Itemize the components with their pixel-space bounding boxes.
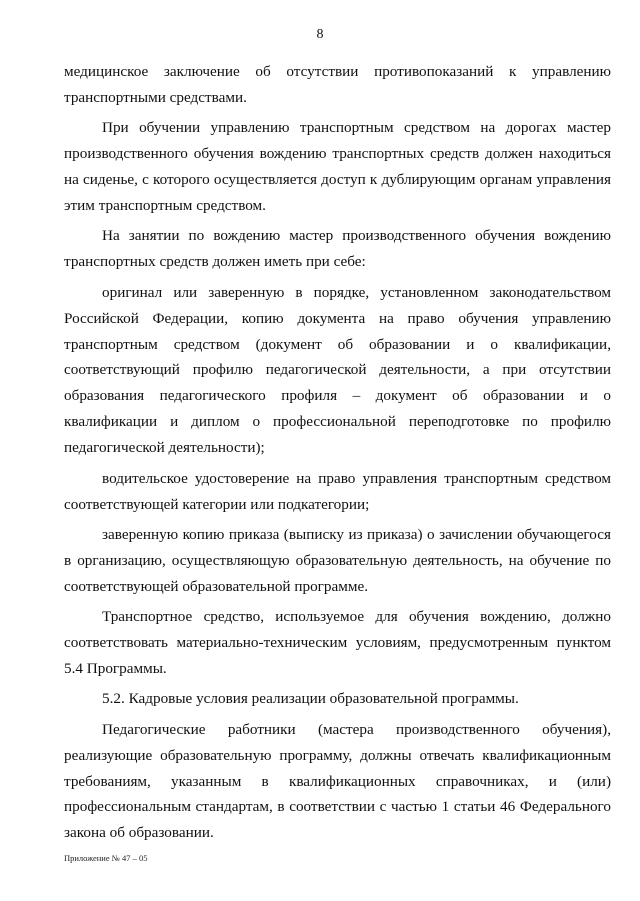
document-body [64, 59, 611, 851]
paragraph-staff-requirements: Педагогические работники (мастера производственного обучения), реализующие образовательную программу, должны отвечать квалификационным требованиям, указанным в квалификационных справочниках, и (или) профессиональным стандартам, в соответствии с частью 1 статьи 46 Федерального закона об образовании. [64, 720, 611, 842]
paragraph-required-documents: На занятии по вождению мастер производственного обучения вождению транспортных средств должен иметь при себе: [64, 227, 611, 271]
paragraph-continuation: медицинское заключение об отсутствии противопоказаний к управлению транспортными средствами. [64, 63, 611, 106]
paragraph-education-document: оригинал или заверенную в порядке, установленном законодательством Российской Федерации, копию документа на право обучения управлению транспортным средством (документ об образовании и о квалификации, соответствующий профилю педагогической деятельности, а при отсутствии образования педагогического профиля – документ об образовании и о квалификации и диплом о профессиональной переподготовке по профилю педагогической деятельности); [64, 283, 611, 457]
page-number: 8 [316, 27, 324, 42]
paragraph-instructor-seat: При обучении управлению транспортным средством на дорогах мастер производственного обучения вождению транспортных средств должен находиться на сиденье, с которого осуществляется доступ к дублирующим органам управления этим транспортным средством. [64, 119, 611, 215]
paragraph-vehicle-conditions: Транспортное средство, используемое для обучения вождению, должно соответствовать материально-техническим условиям, предусмотренным пунктом 5.4 Программы. [64, 608, 611, 677]
footer-note: Приложение № 47 – 05 [64, 853, 148, 863]
paragraph-enrollment-order: заверенную копию приказа (выписку из приказа) о зачислении обучающегося в организацию, осуществляющую образовательную деятельность, на обучение по соответствующей образовательной программе. [64, 525, 611, 595]
section-heading-5-2: 5.2. Кадровые условия реализации образовательной программы. [102, 690, 519, 708]
paragraph-driver-license: водительское удостоверение на право управления транспортным средством соответствующей категории или подкатегории; [64, 469, 611, 513]
